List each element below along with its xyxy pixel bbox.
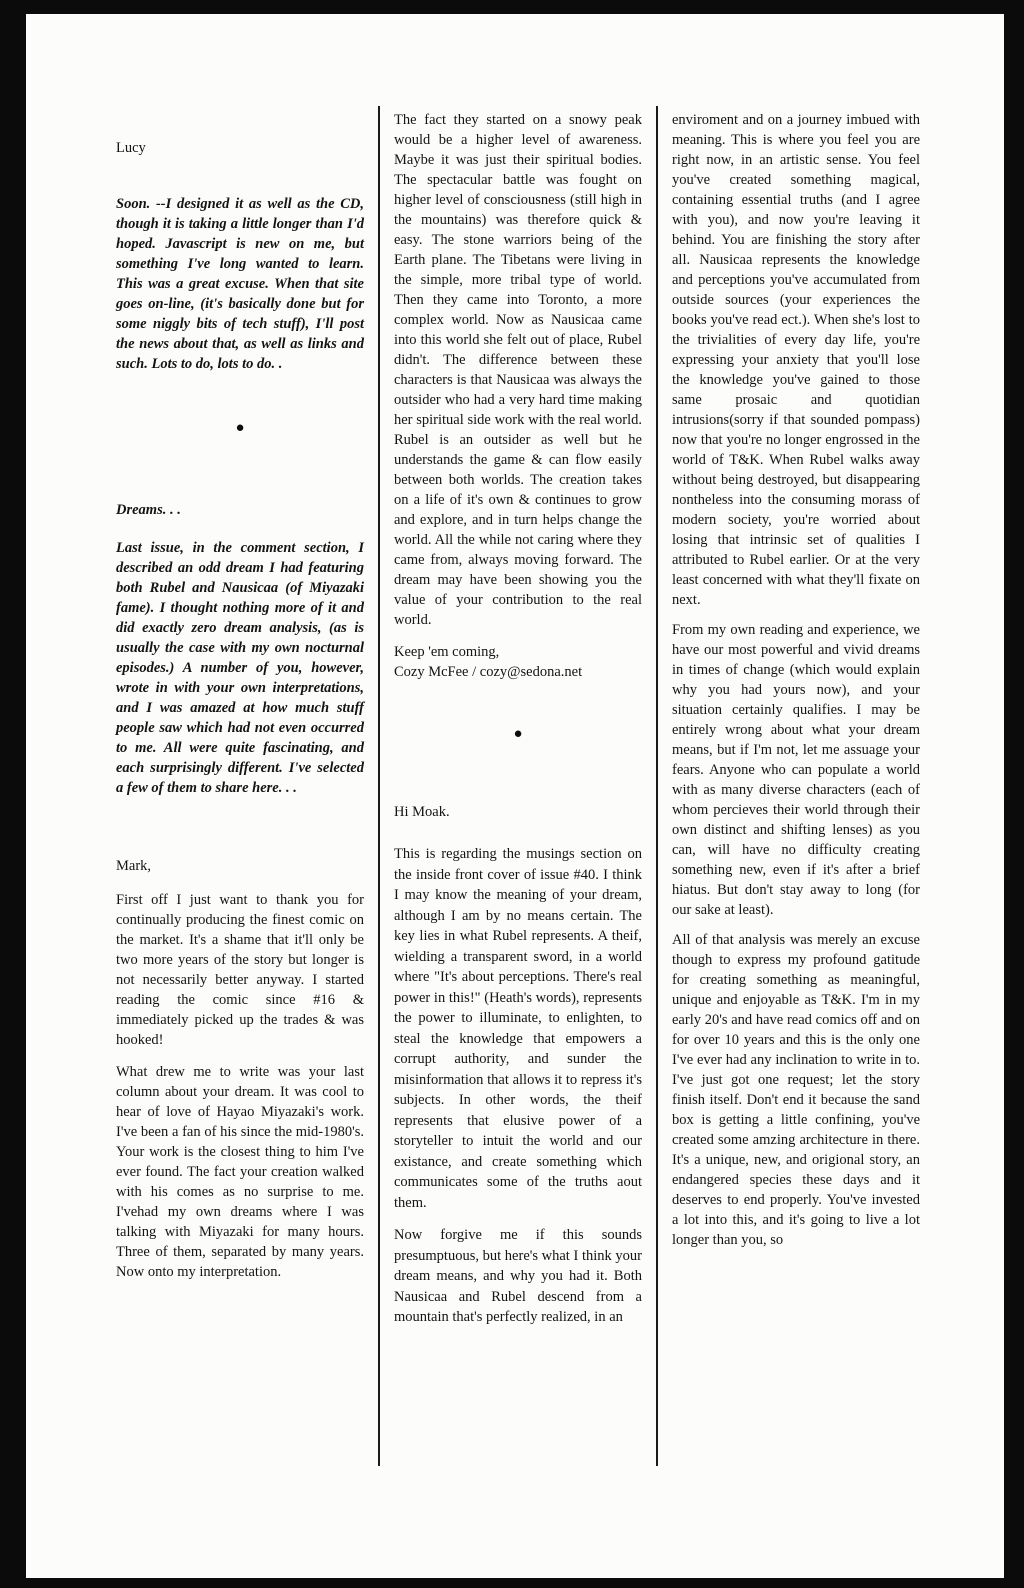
- dreams-heading: Dreams. . .: [116, 502, 181, 518]
- left-column: [116, 110, 364, 1466]
- dreams-intro-paragraph: Last issue, in the comment section, I described an odd dream I had featuring both Rubel and Nausicaa (of Miyazaki fame). I thought nothing more of it and did exactly zero dream analysis, (as is usually the case with my own nocturnal episodes.) A number of you, however, wrote in with your own interpretations, and I was amazed at how much stuff people saw which had not even occurred to me. All were quite fascinating, and each surprisingly different. I've selected a few of them to share here. . .: [116, 540, 364, 796]
- letter2-paragraph-4: From my own reading and experience, we have our most powerful and vivid dreams in times of change (which would explain why you had yours now), and your situation certainly qualifies. I may be entirely wrong about what your dream means, but if I'm not, let me assuage your fears. Anyone who can populate a world with as many diverse characters (each of whom percieves their world through their own distinct and shifting lenses) as you can, will have no difficulty creating something new, even if it's after a brief hiatus. But don't stay away to long (for our sake at least).: [672, 622, 920, 918]
- three-column-layout: [116, 110, 920, 1466]
- letter1-signoff-line2: Cozy McFee / cozy@sedona.net: [394, 664, 583, 680]
- salutation-mark: Mark,: [116, 858, 152, 874]
- middle-column: [394, 110, 642, 1466]
- column-rule-right: [656, 106, 658, 1466]
- letter2-paragraph-5: All of that analysis was merely an excuse though to express my profound gatitude for creating something as meaningful, unique and enjoyable as T&K. I'm in my early 20's and have read comics off and on for over 10 years and this is the only one I've ever had any inclination to write in to. I've just got one request; let the story finish itself. Don't end it because the sand box is getting a little confining, you've created some amzing architecture in there. It's a unique, new, and origional story, an endangered species these days and it deserves to end properly. You've invested a lot into this, and it's going to live a lot longer than you, so: [672, 932, 920, 1248]
- editor-reply-paragraph: Soon. --I designed it as well as the CD, though it is taking a little longer than I'd hoped. Javascript is new on me, but something I've long wanted to learn. This was a great excuse. When that site goes on-line, (it's basically done but for some niggly bits of tech stuff), I'll post the news about that, as well as links and such. Lots to do, lots to do. .: [116, 196, 364, 372]
- letter1-signoff-line1: Keep 'em coming,: [394, 644, 500, 660]
- letter1-paragraph-1: First off I just want to thank you for continually producing the finest comic on the market. It's a shame that it'll only be two more years of the story but longer is not necessarily better anyway. I started reading the comic since #16 & immediately picked up the trades & was hooked!: [116, 892, 364, 1048]
- right-column: [672, 110, 920, 1466]
- letters-column-page: [26, 14, 1004, 1578]
- column-rule-left: [378, 106, 380, 1466]
- letter2-paragraph-2: Now forgive me if this sounds presumptuous, but here's what I think your dream means, and why you had it. Both Nausicaa and Rubel descend from a mountain that's perfectly realized, in an: [394, 1227, 642, 1325]
- salutation-hi-moak: Hi Moak.: [394, 804, 450, 820]
- letter2-paragraph-3: enviroment and on a journey imbued with meaning. This is where you feel you are right now, in an artistic sense. You feel you've created something magical, containing essential truths (and I agree with you), and now you're leaving it behind. You are finishing the story after all. Nausicaa represents the knowledge and perceptions you've accumulated from outside sources (your experiences the books you've read ect.). When she's lost to the trivialities of every day life, you're expressing your anxiety that you'll lose the knowledge you've gained to those same prosaic and quotidian intrusions(sorry if that sounded pompass) now that you're no longer engrossed in the world of T&K. When Rubel walks away without being destroyed, but disappearing nontheless into the consuming morass of modern society, you're worried about losing that intrinsic set of qualities I attributed to Rubel earlier. Or at the very least concerned with what they'll fixate on next.: [672, 112, 920, 608]
- section-divider-bullet: ●: [513, 726, 523, 742]
- letter2-paragraph-1: This is regarding the musings section on the inside front cover of issue #40. I think I may know the meaning of your dream, although I am by no means certain. The key lies in what Rubel represents. A theif, wielding a transparent sword, in a world where "It's about perceptions. There's real power in this!" (Heath's words), represents the power to illuminate, to enlighten, to steal the knowledge that empowers a corrupt authority, and sunder the misinformation that allows it to repress it's subjects. In other words, the theif represents that elusive power of a storyteller to intuit the world and our existance, and create something which communicates some of the truths aout them.: [394, 846, 642, 1211]
- letter1-paragraph-2: What drew me to write was your last column about your dream. It was cool to hear of love of Hayao Miyazaki's work. I've been a fan of his since the mid-1980's. Your work is the closest thing to him I've ever found. The fact your creation walked with his comes as no surprise to me. I'vehad my own dreams where I was talking with Miyazaki for many hours. Three of them, separated by many years. Now onto my interpretation.: [116, 1064, 364, 1280]
- section-divider-bullet: ●: [235, 420, 245, 436]
- letter1-paragraph-3: The fact they started on a snowy peak would be a higher level of awareness. Maybe it was just their spiritual bodies. The spectacular battle was fought on higher level of consciousness (still high in the mountains) was therefore quick & easy. The stone warriors being of the Earth plane. The Tibetans were living in the simple, more tribal type of world. Then they came into Toronto, a more complex world. Now as Nausicaa came into this world she felt out of place, Rubel didn't. The difference between these characters is that Nausicaa was always the outsider who had a very hard time making her spiritual side work with the real world. Rubel is an outsider as well but he understands the game & can flow easily between both worlds. The creation takes on a life of it's own & continues to grow and explore, and in turn helps change the world. All the while not caring where they came from, always moving forward. The dream may have been showing you the value of your contribution to the real world.: [394, 112, 642, 628]
- salutation-lucy: Lucy: [116, 140, 146, 156]
